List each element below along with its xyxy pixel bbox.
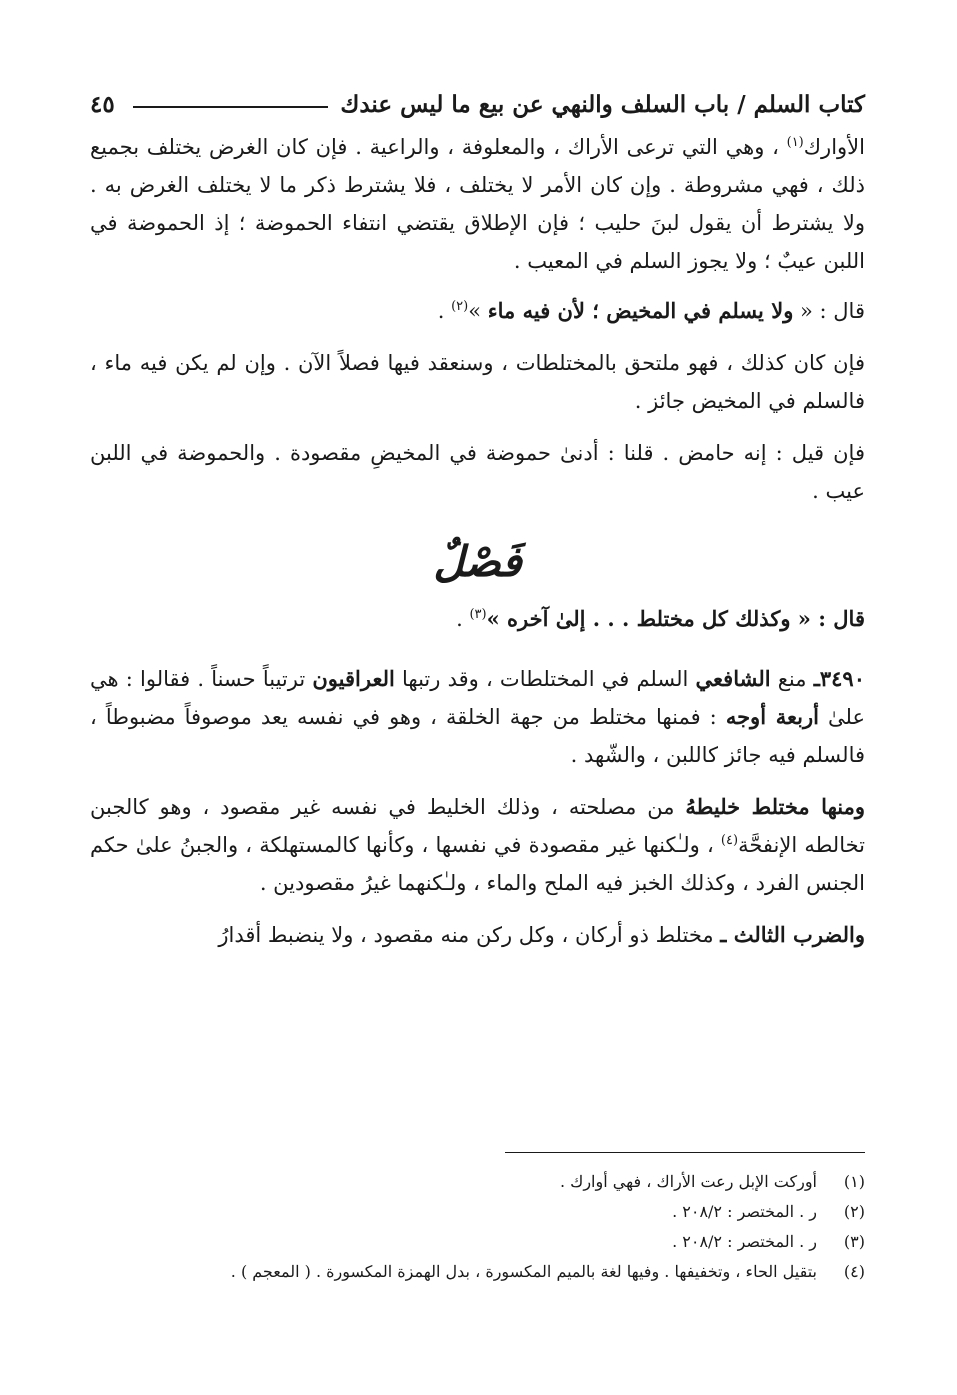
running-header	[90, 84, 865, 124]
paragraph-3: فإن كان كذلك ، فهو ملتحق بالمختلطات ، وسنعقد فيها فصلاً الآن . وإن لم يكن فيه ماء ، فالسلم في المخيض جائز .	[90, 351, 865, 413]
footnote-text: بتقيل الحاء ، وتخفيفها . وفيها لغة بالميم المكسورة ، بدل الهمزة المكسورة . ( المعجم ) .	[230, 1262, 817, 1281]
paragraph-8	[90, 916, 865, 954]
footnote-number: (١)	[843, 1172, 865, 1191]
paragraph-6-text-e: ترتيباً حسناً . فقالوا : هي علىٰ	[90, 667, 865, 729]
name-shafii: الشافعي	[695, 666, 771, 691]
issue-number: ٣٤٩٠ـ	[813, 666, 865, 691]
paragraph-4: فإن قيل : إنه حامض . قلنا : أدنىٰ حموضة في المخيضِ مقصودة . والحموضة في اللبن عيب .	[90, 441, 865, 503]
footnote-text: ر . المختصر : ٢٠٨/٢ .	[672, 1232, 817, 1251]
footnote-text: أوركت الإبل رعت الأراك ، فهي أوارك .	[559, 1172, 817, 1191]
paragraph-6	[90, 660, 865, 774]
quote-open: قال : «	[790, 606, 865, 631]
paragraph-1-text-b: ، وهي التي ترعى الأراك ، والمعلوفة ، والراعية . فإن كان الغرض يختلف بجميع ذلك ، فهي مشروطة . وإن كان الأمر لا يختلف ، فلا يشترط ذكر ما لا يختلف الغرض به . ولا يشترط أن يقول لبنَ حليب ؛ فإن الإطلاق يقتضي انتفاء الحموضة ؛ إذ الحموضة في اللبن عيبٌ ؛ ولا يجوز السلم في المعيب .	[90, 135, 865, 273]
paragraph-5-end: .	[456, 607, 470, 631]
footnote-ref-2: (٢)	[451, 299, 469, 314]
quoted-text: وكذلك كل مختلط . . . إلىٰ آخره	[507, 606, 791, 631]
paragraph-8-lead: والضرب الثالث ـ	[720, 922, 865, 947]
four-aspects: أربعة أوجه	[725, 704, 819, 729]
footnote	[90, 1197, 865, 1227]
paragraph-2	[90, 292, 865, 330]
footnote-text: ر . المختصر : ٢٠٨/٢ .	[672, 1202, 817, 1221]
footnote-rule	[505, 1152, 865, 1153]
quote-close: »	[486, 606, 508, 631]
paragraph-1-text-a: الأوارك	[803, 135, 865, 159]
paragraph-6-text-a: منع	[770, 667, 814, 691]
paragraph-6-text-g: : فمنها مختلط من جهة الخلقة ، وهو في نفسه يعد موصوفاً مضبوطاً ، فالسلم فيه جائز كاللبن ، والشّهد .	[90, 705, 865, 767]
main-text	[90, 128, 865, 968]
footnote-ref-4: (٤)	[720, 833, 739, 848]
quoted-text: ولا يسلم في المخيض ؛ لأن فيه ماء	[487, 298, 794, 323]
footnote-number: (٤)	[843, 1262, 865, 1281]
paragraph-2-end: .	[437, 299, 452, 323]
quote-open: قال : «	[793, 299, 865, 323]
footnote-number: (٣)	[843, 1232, 865, 1251]
footnote-ref-3: (٣)	[469, 607, 487, 622]
paragraph-1	[90, 128, 865, 280]
running-title: كتاب السلم / باب السلف والنهي عن بيع ما ليس عندك	[340, 90, 865, 118]
paragraph-7	[90, 788, 865, 902]
footnote	[90, 1167, 865, 1197]
name-iraqiyun: العراقيون	[312, 666, 395, 691]
quote-close: »	[468, 299, 488, 323]
section-heading: فَصْلٌ	[433, 537, 522, 586]
footnote-number: (٢)	[843, 1202, 865, 1221]
paragraph-7-text-b: من مصلحته ، وذلك الخليط في نفسه غير مقصود ، وهو كالجبن تخالطه الإنفحَّة	[90, 795, 866, 857]
header-rule	[133, 106, 329, 108]
paragraph-7-text-c: ، ولـٰكنها غير مقصودة في نفسها ، وكأنها كالمستهلكة ، والجبنُ علىٰ حكم الجنس الفرد ، وكذلك الخبز فيه الملح والماء ، ولـٰكنهما غيرُ مقصودين .	[90, 833, 865, 895]
footnote-ref-1: (١)	[786, 135, 804, 150]
paragraph-6-text-c: السلم في المختلطات ، وقد رتبها	[394, 667, 696, 691]
page-number: ٤٥	[90, 90, 115, 118]
paragraph-8-text-b: مختلط ذو أركان ، وكل ركن منه مقصود ، ولا ينضبط أقدارُ	[218, 923, 721, 947]
paragraph-5	[90, 600, 865, 638]
footnote	[90, 1227, 865, 1257]
footnotes	[90, 1152, 865, 1287]
footnote	[90, 1257, 865, 1287]
paragraph-7-lead: ومنها مختلط خليطهُ	[685, 794, 865, 819]
